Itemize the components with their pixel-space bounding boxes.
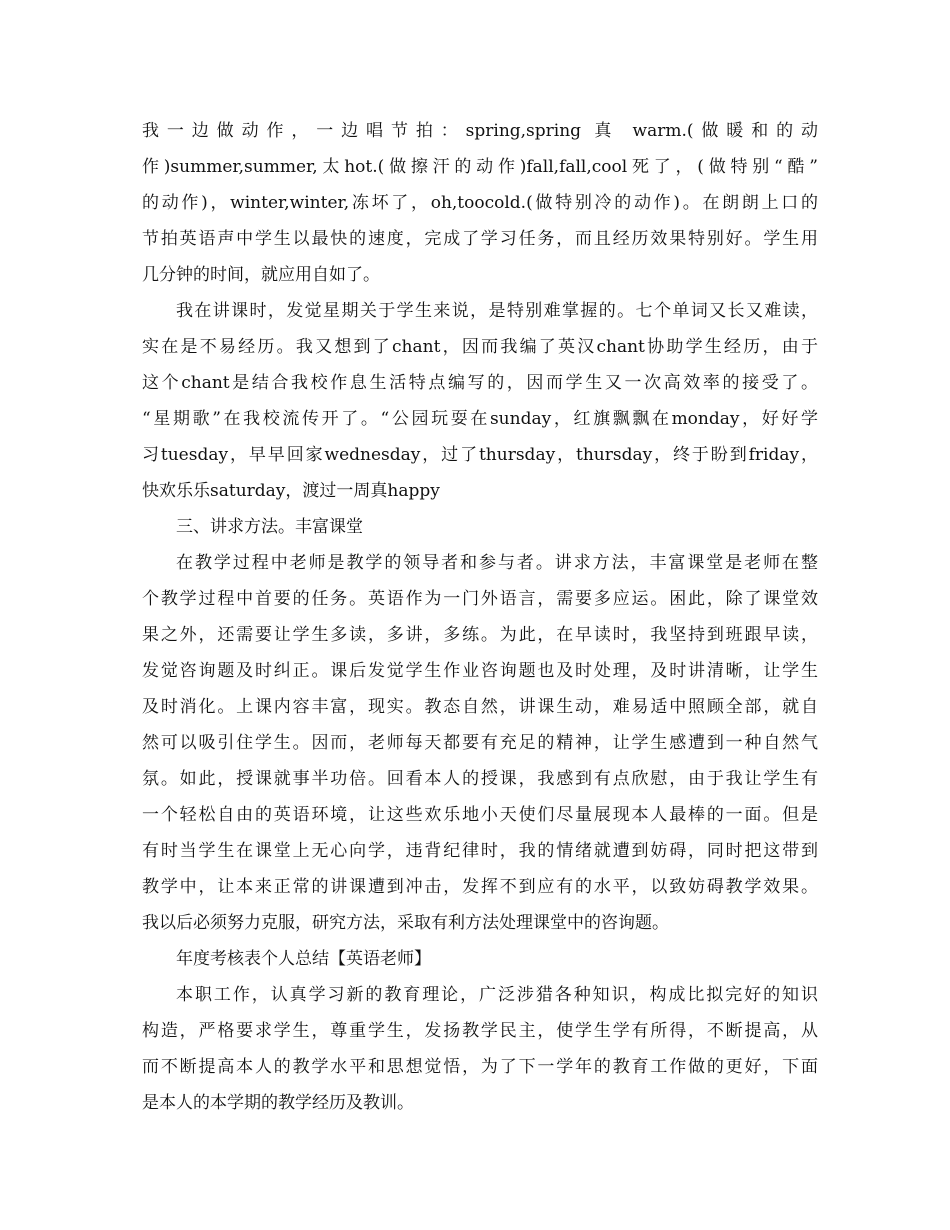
text-line: 个教学过程中首要的任务。英语作为一门外语言，需要多应运。困此，除了课堂效 — [142, 589, 818, 609]
text-line: 教学中，让本来正常的讲课遭到冲击，发挥不到应有的水平，以致妨碍教学效果。 — [142, 877, 818, 897]
text-line: 习tuesday，早早回家wednesday，过了thursday，thursday，终于盼到friday， — [142, 445, 818, 465]
text-line: 实在是不易经历。我又想到了chant，因而我编了英汉chant协助学生经历，由于 — [142, 337, 818, 357]
text-line: 是本人的本学期的教学经历及教训。 — [142, 1093, 414, 1113]
text-line: 发觉咨询题及时纠正。课后发觉学生作业咨询题也及时处理，及时讲清晰，让学生 — [142, 661, 818, 681]
paragraph — [142, 509, 818, 545]
text-line: 我一边做动作，一边唱节拍：spring,spring 真 warm.(做暖和的动 — [142, 121, 818, 141]
text-line: 我在讲课时，发觉星期关于学生来说，是特别难掌握的。七个单词又长又难读， — [176, 301, 818, 321]
text-line: 一个轻松自由的英语环境，让这些欢乐地小天使们尽量展现本人最棒的一面。但是 — [142, 805, 818, 825]
text-line: 氛。如此，授课就事半功倍。回看本人的授课，我感到有点欣慰，由于我让学生有 — [142, 769, 818, 789]
paragraph — [142, 941, 818, 977]
text-line: 及时消化。上课内容丰富，现实。教态自然，讲课生动，难易适中照顾全部，就自 — [142, 697, 818, 717]
text-line: 的动作)，winter,winter,冻坏了，oh,toocold.(做特别冷的动作)。在朗朗上口的 — [142, 193, 818, 213]
text-line: 然可以吸引住学生。因而，老师每天都要有充足的精神，让学生感遭到一种自然气 — [142, 733, 818, 753]
text-line: 而不断提高本人的教学水平和思想觉悟，为了下一学年的教育工作做的更好，下面 — [142, 1057, 818, 1077]
text-line: 年度考核表个人总结【英语老师】 — [176, 949, 431, 969]
document-body — [142, 113, 818, 1121]
paragraph — [142, 545, 818, 941]
text-line: 快欢乐乐saturday，渡过一周真happy — [142, 481, 440, 501]
text-line: 作)summer,summer,太hot.(做擦汗的动作)fall,fall,cool死了，(做特别“酷” — [142, 157, 818, 177]
text-line: 我以后必须努力克服，研究方法，采取有利方法处理课堂中的咨询题。 — [142, 913, 669, 933]
text-line: 有时当学生在课堂上无心向学，违背纪律时，我的情绪就遭到妨碍，同时把这带到 — [142, 841, 818, 861]
text-line: 果之外，还需要让学生多读，多讲，多练。为此，在早读时，我坚持到班跟早读， — [142, 625, 818, 645]
text-line: 这个chant是结合我校作息生活特点编写的，因而学生又一次高效率的接受了。 — [142, 373, 818, 393]
text-line: 本职工作，认真学习新的教育理论，广泛涉猎各种知识，构成比拟完好的知识 — [176, 985, 818, 1005]
text-line: 三、讲求方法。丰富课堂 — [176, 517, 363, 537]
text-line: “星期歌”在我校流传开了。“公园玩耍在sunday，红旗飘飘在monday，好好学 — [142, 409, 818, 429]
text-line: 节拍英语声中学生以最快的速度，完成了学习任务，而且经历效果特别好。学生用 — [142, 229, 818, 249]
text-line: 几分钟的时间，就应用自如了。 — [142, 265, 380, 285]
paragraph — [142, 113, 818, 293]
paragraph — [142, 977, 818, 1121]
text-line: 构造，严格要求学生，尊重学生，发扬教学民主，使学生学有所得，不断提高，从 — [142, 1021, 818, 1041]
paragraph — [142, 293, 818, 509]
text-line: 在教学过程中老师是教学的领导者和参与者。讲求方法，丰富课堂是老师在整 — [176, 553, 818, 573]
